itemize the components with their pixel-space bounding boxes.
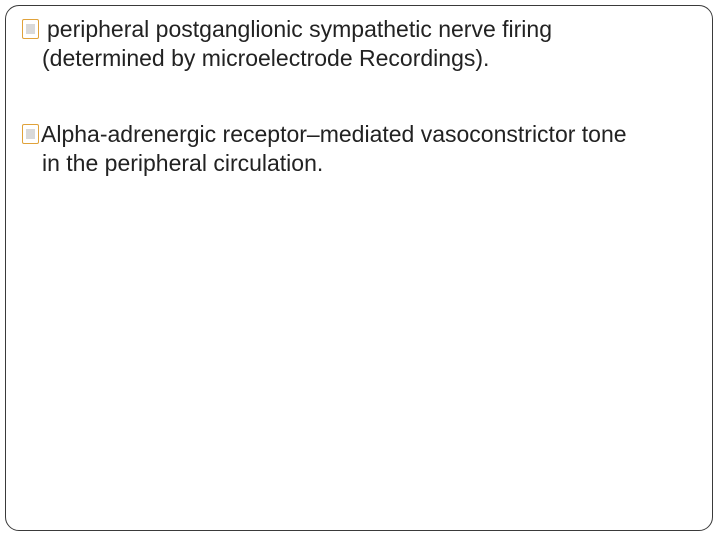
bullet-line: [22, 120, 712, 149]
bullet-continuation: in the peripheral circulation.: [42, 150, 324, 176]
bullet-text: Alpha-adrenergic receptor–mediated vasoconstrictor tone: [41, 121, 627, 147]
bullet-item-vasoconstrictor-tone: [22, 120, 712, 178]
bullet-continuation: (determined by microelectrode Recordings).: [42, 45, 490, 71]
slide-frame: [5, 5, 713, 531]
missing-glyph-bullet-icon: [22, 124, 39, 144]
missing-glyph-bullet-icon: [22, 19, 39, 39]
bullet-line: [22, 15, 712, 44]
bullet-item-nerve-firing: [22, 15, 712, 73]
bullet-text: peripheral postganglionic sympathetic nerve firing: [47, 16, 553, 42]
